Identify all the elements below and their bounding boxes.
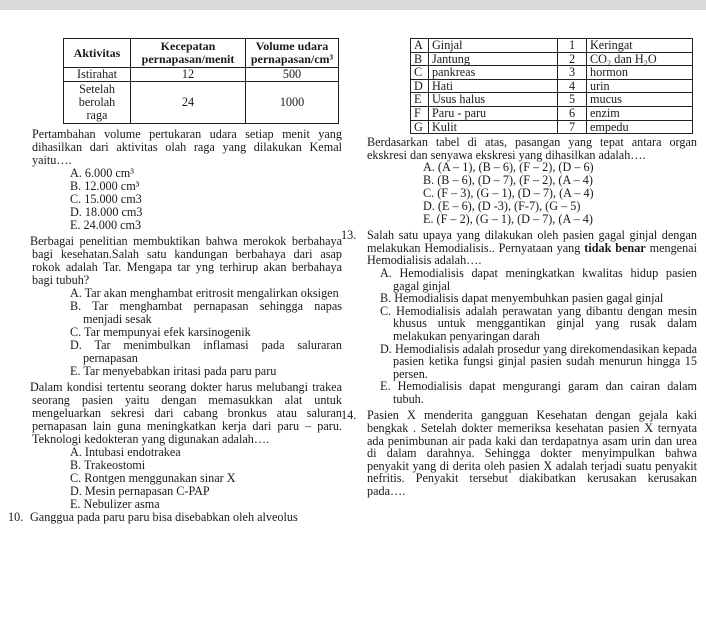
table-cell: 12 (131, 68, 246, 82)
table-cell: G (411, 120, 429, 134)
q9-text: Dalam kondisi tertentu seorang dokter harus melubangi trakea seorang pasien yaitu dengan memasukkan alat untuk mengeluarkan sekresi dari cabang bronkus atau saluran pernapasan lain guna meningkatkan kerja dari paru – paru. Teknologi kedokteran yang digunakan adalah…. (30, 380, 342, 446)
table-cell: hormon (587, 66, 693, 80)
q7-left-stem: Pertambahan volume pertukaran udara setiap menit yang dihasilkan dari aktivitas olah raga yang dilakukan Kemal yaitu…. (32, 127, 342, 167)
table-row (411, 93, 693, 107)
table-row (411, 120, 693, 134)
table-cell: mucus (587, 93, 693, 107)
q9-stem (8, 381, 342, 446)
option: E. Tar menyebabkan iritasi pada paru paru (70, 364, 277, 378)
table-row (411, 52, 693, 66)
table-cell: Usus halus (429, 93, 558, 107)
left-column (8, 38, 342, 524)
option: E. Hemodialisis dapat mengurangi garam dan cairan dalam tubuh. (380, 379, 697, 406)
option: C. Hemodialisis adalah perawatan yang dibantu dengan mesin khusus untuk menggantikan ginjal yang rusak dalam melakukan penyaringan darah (380, 303, 697, 343)
respiration-table (63, 38, 339, 124)
table-cell: 2 (558, 52, 587, 66)
table-cell: 6 (558, 106, 587, 120)
table-cell: Ginjal (429, 39, 558, 53)
table-cell: 3 (558, 66, 587, 80)
table-header: Kecepatan pernapasan/menit (131, 39, 246, 68)
right-column (341, 38, 697, 499)
q14-number: 14. (341, 408, 357, 423)
option: C. (F – 3), (G – 1), (D – 7), (A – 4) (423, 186, 594, 201)
table-cell: A (411, 39, 429, 53)
q9-options (8, 446, 342, 511)
table-row (64, 68, 339, 82)
q13-emphasis: tidak benar (584, 240, 646, 255)
table-cell: enzim (587, 106, 693, 120)
table-cell: urin (587, 79, 693, 93)
question-14 (341, 408, 697, 499)
q7-right-stem: Berdasarkan tabel di atas, pasangan yang tepat antara organ ekskresi dan senyawa ekskresi yang dihasilkan adalah…. (367, 135, 697, 162)
table-cell: Setelah berolah raga (64, 82, 131, 124)
table-cell: Kulit (429, 120, 558, 134)
table-cell: Istirahat (64, 68, 131, 82)
table-row (411, 79, 693, 93)
option: B. Trakeostomi (70, 458, 146, 472)
option: E. (F – 2), (G – 1), (D – 7), (A – 4) (423, 212, 593, 227)
q7-left-options (8, 167, 342, 232)
table-cell: 5 (558, 93, 587, 107)
table-cell: Keringat (587, 39, 693, 53)
option: C. 15.000 cm3 (70, 192, 142, 206)
option: D. 18.000 cm3 (70, 205, 143, 219)
table-row (411, 66, 693, 80)
option: B. Tar menghambat pernapasan sehingga napas menjadi sesak (70, 299, 342, 326)
table-cell: Hati (429, 79, 558, 93)
option: A. Hemodialisis dapat meningkatkan kwalitas hidup pasien gagal ginjal (380, 265, 697, 293)
q10-text: Ganggua pada paru paru bisa disebabkan oleh alveolus (30, 510, 298, 524)
q8-options (8, 287, 342, 378)
table-header: Aktivitas (64, 39, 131, 68)
option: E. 24.000 cm3 (70, 218, 142, 232)
table-cell: 4 (558, 79, 587, 93)
q13-text: Salah satu upaya yang dilakukan oleh pasien gagal ginjal dengan melakukan Hemodialisis.. Pernyataan yang (367, 228, 697, 255)
option: A. Tar akan menghambat eritrosit mengalirkan oksigen (70, 286, 339, 300)
table-cell: E (411, 93, 429, 107)
table-cell: Jantung (429, 52, 558, 66)
question-13 (341, 228, 697, 406)
table-cell: empedu (587, 120, 693, 134)
q10-stem (8, 511, 342, 524)
option: B. Hemodialisis dapat menyembuhkan pasien gagal ginjal (380, 291, 664, 306)
table-cell: 7 (558, 120, 587, 134)
q8-text: Berbagai penelitian membuktikan bahwa merokok berbahaya bagi kesehatan.Salah satu kandungan berbahaya dari asap rokok adalah Tar. Mengapa tar yng terhirup akan berbahaya bagi tubuh? (30, 234, 342, 287)
table-cell: C (411, 66, 429, 80)
option: E. Nebulizer asma (70, 497, 160, 511)
table-row (411, 39, 693, 53)
question-9 (8, 381, 342, 511)
option: A. Intubasi endotrakea (70, 445, 181, 459)
table-header: Volume udara pernapasan/cm³ (246, 39, 339, 68)
q8-number (8, 235, 30, 248)
table-cell: Paru - paru (429, 106, 558, 120)
option: A. (A – 1), (B – 6), (F – 2), (D – 6) (423, 160, 594, 175)
q10-number: 10. (8, 510, 24, 524)
table-cell: D (411, 79, 429, 93)
option: A. 6.000 cm³ (70, 166, 134, 180)
option: B. (B – 6), (D – 7), (F – 2), (A – 4) (423, 173, 593, 188)
table-cell: B (411, 52, 429, 66)
table-cell: F (411, 106, 429, 120)
q13-number: 13. (341, 228, 357, 243)
table-row (64, 82, 339, 124)
q7-right-options (367, 161, 697, 226)
table-cell: 500 (246, 68, 339, 82)
table-cell: pankreas (429, 66, 558, 80)
option: B. 12.000 cm³ (70, 179, 140, 193)
option: C. Tar mempunyai efek karsinogenik (70, 325, 251, 339)
q13-text-end: mengenai Hemodialisis adalah…. (367, 240, 697, 268)
table-cell: CO₂ dan H₂O (587, 52, 693, 66)
table-row (411, 106, 693, 120)
option: D. Mesin pernapasan C-PAP (70, 484, 210, 498)
top-scroll-bar (0, 0, 706, 10)
table-cell: 1000 (246, 82, 339, 124)
table-cell: 24 (131, 82, 246, 124)
option: D. (E – 6), (D -3), (F-7), (G – 5) (423, 199, 581, 214)
table-cell: 1 (558, 39, 587, 53)
q8-stem (8, 235, 342, 287)
option: D. Tar menimbulkan inflamasi pada saluraran pernapasan (70, 338, 342, 365)
q9-number (8, 381, 30, 394)
option: C. Rontgen menggunakan sinar X (70, 471, 236, 485)
q13-options (367, 267, 697, 406)
q14-stem: Pasien X menderita gangguan Kesehatan dengan gejala kaki bengkak . Setelah dokter memeriksa kesehatan pasien X ternyata ada penimbunan air pada kaki dan terdapatnya asam urin dan urea di dalam darahnya. Sehingga dokter menyimpulkan bahwa penyakit yang di derita oleh pasien X adalah terjadi suatu penyakit nefritis. Penyakit tersebut diakibatkan kerusakan kerusakan pada…. (367, 408, 697, 499)
table-header-row (64, 39, 339, 68)
option: D. Hemodialisis adalah prosedur yang direkomendasikan kepada pasien ketika fungsi ginjal pasien sudah menurun hingga 15 persen. (380, 341, 697, 381)
q13-stem (367, 229, 697, 267)
excretion-table (410, 38, 693, 134)
question-8 (8, 235, 342, 378)
